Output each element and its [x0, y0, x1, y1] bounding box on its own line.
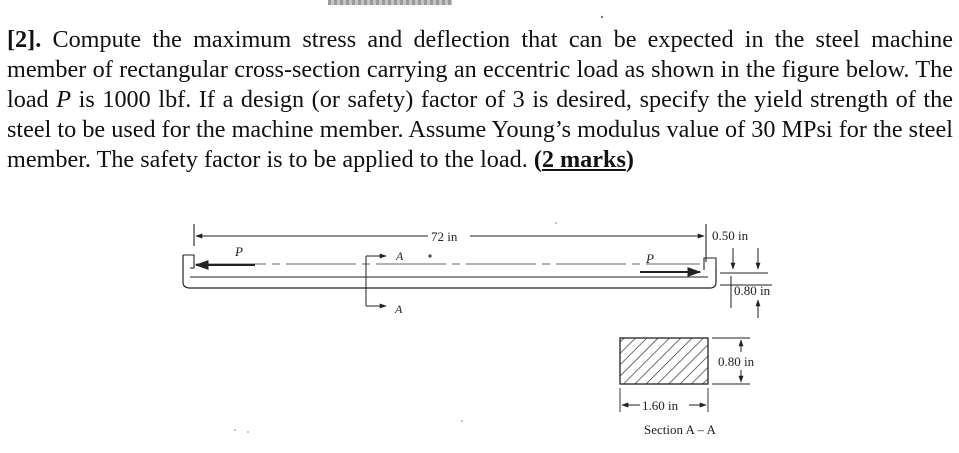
- length-label: 72 in: [431, 229, 458, 244]
- depth-dimension: [720, 276, 772, 318]
- load-left-label: P: [235, 244, 243, 259]
- section-letter-top: A: [396, 249, 404, 263]
- load-right-label: P: [646, 251, 654, 266]
- problem-text-part-2: is 1000 lbf. If a design (or safety) factor of 3 is desired, specify the yield strength of the steel to be used for the machine member. Assume Young’s modulus value of 30 MPsi for the steel member. The safety factor is to be applied to the load.: [7, 86, 953, 173]
- cross-section: [620, 338, 755, 437]
- section-cut-marker: [366, 249, 432, 316]
- section-height-label: 0.80 in: [718, 354, 755, 369]
- problem-number: [2].: [7, 26, 42, 53]
- section-letter-bottom: A: [395, 302, 403, 316]
- section-caption: Section A – A: [644, 422, 716, 437]
- problem-text-part-1: Compute the maximum stress and deflection that can be expected in the steel machine member of rectangular cross-section carrying an eccentric load as shown in the figure below. The load: [7, 26, 953, 113]
- load-left: [196, 244, 255, 265]
- length-dimension: [194, 224, 706, 262]
- marks-label: (2 marks): [533, 146, 634, 173]
- section-width-label: 1.60 in: [642, 398, 679, 413]
- offset-label: 0.50 in: [712, 228, 749, 243]
- beam-body: [183, 255, 716, 288]
- load-symbol: P: [56, 86, 72, 113]
- depth-label: 0.80 in: [734, 283, 771, 298]
- offset-dimension: [712, 228, 768, 273]
- load-right: [640, 251, 700, 272]
- scan-specks: [234, 16, 603, 433]
